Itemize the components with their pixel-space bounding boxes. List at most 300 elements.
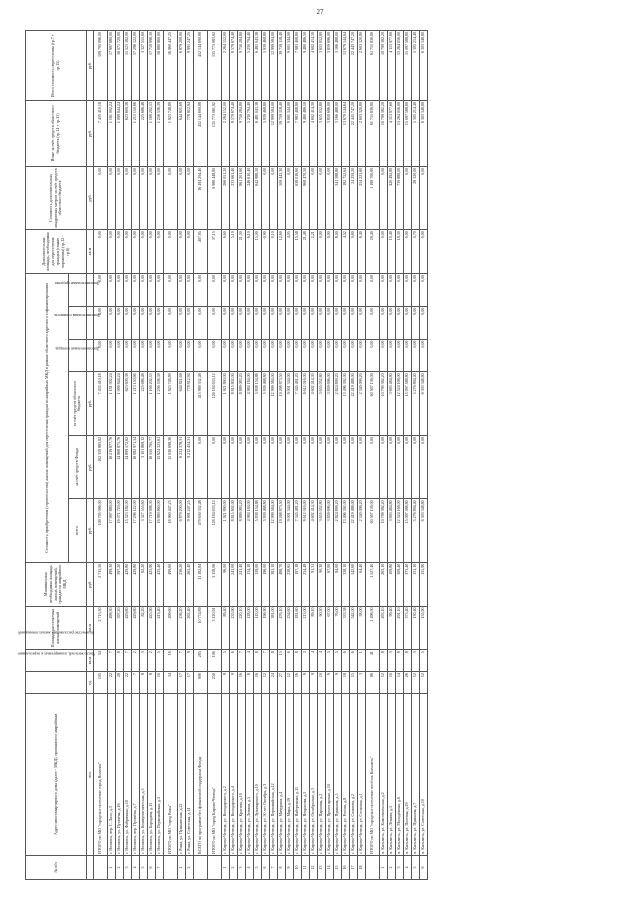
resettlement-table bbox=[17, 30, 428, 880]
value-cell: 0,00 bbox=[262, 435, 270, 498]
value-cell: 778 812,94 bbox=[186, 372, 194, 435]
value-cell: 16 550 795,77 bbox=[148, 435, 156, 498]
value-cell: 0,00 bbox=[326, 230, 334, 274]
address-cell: г. Кирово-Чепецк, ул. 50 лет Октября, д.3 bbox=[262, 694, 270, 856]
address-cell: ИТОГО по МО "городское поселение город Нолинск" bbox=[94, 694, 108, 856]
value-cell: 499,30 bbox=[108, 606, 116, 650]
value-cell: 0,00 bbox=[246, 339, 254, 372]
value-cell: 6,40 bbox=[358, 230, 366, 274]
value-cell: 0,00 bbox=[230, 339, 238, 372]
value-cell: 0,00 bbox=[358, 339, 366, 372]
value-cell: 3 120,91 bbox=[208, 606, 222, 650]
address-cell: г. Кирово-Чепецк, ул. Некрасова, д.5 bbox=[302, 694, 310, 856]
row-number-cell: 10 bbox=[294, 855, 302, 879]
value-cell: 0,00 bbox=[342, 339, 350, 372]
value-cell: 0,00 bbox=[178, 230, 186, 274]
value-cell: 0,00 bbox=[420, 435, 428, 498]
value-cell: 0,00 bbox=[366, 306, 380, 339]
value-cell: 338,10 bbox=[342, 562, 350, 606]
value-cell: 155,90 bbox=[420, 562, 428, 606]
header-col13: Дополнительная стоимость bbox=[68, 306, 86, 339]
value-cell: 0,00 bbox=[238, 273, 246, 306]
value-cell: 0,00 bbox=[254, 339, 262, 372]
value-cell: 16 082 971,34 bbox=[132, 435, 140, 498]
address-cell: г. Нолинск, пер. С. Лазо, д.3 bbox=[108, 694, 116, 856]
table-row bbox=[108, 31, 116, 880]
value-cell: 266 051,20 bbox=[222, 166, 230, 229]
value-cell: 2 603 320,80 bbox=[358, 31, 366, 101]
value-cell: 0,00 bbox=[208, 273, 222, 306]
value-cell: 3 859 696,00 bbox=[326, 31, 334, 101]
value-cell: 4 113 977,60 bbox=[388, 101, 396, 167]
value-cell: 3 859 696,00 bbox=[326, 499, 334, 562]
row-number-cell: 17 bbox=[350, 855, 358, 879]
value-cell: 0,00 bbox=[148, 339, 156, 372]
value-cell: 6 234 378,31 bbox=[178, 435, 186, 498]
value-cell: 17 719 998,30 bbox=[148, 31, 156, 101]
value-cell: 236,20 bbox=[178, 606, 186, 650]
value-cell: 126 184 633,12 bbox=[208, 372, 222, 435]
value-cell: 0,00 bbox=[148, 166, 156, 229]
value-cell: 0,00 bbox=[326, 435, 334, 498]
table-row bbox=[116, 31, 124, 880]
value-cell: 5 bbox=[222, 650, 230, 672]
value-cell: 0,00 bbox=[318, 230, 326, 274]
value-cell: 0,00 bbox=[148, 306, 156, 339]
value-cell: 429,80 bbox=[132, 606, 140, 650]
value-cell: 0,00 bbox=[380, 339, 388, 372]
header-add-cost: Стоимость дополнительных квадратных метров за счёт средств областного бюджета bbox=[26, 166, 87, 229]
value-cell: 0,00 bbox=[124, 273, 132, 306]
value-cell: 0,00 bbox=[294, 339, 302, 372]
value-cell: 102 359 885,82 bbox=[94, 435, 108, 498]
value-cell: 0,00 bbox=[262, 339, 270, 372]
value-cell: 0,00 bbox=[342, 273, 350, 306]
value-cell: 1 923 748,89 bbox=[164, 372, 178, 435]
value-cell: 0,00 bbox=[124, 306, 132, 339]
value-cell: 12 bbox=[286, 672, 294, 694]
value-cell: 13 496 392,00 bbox=[342, 372, 350, 435]
address-cell: г. Рижа, ул. Пушкинская, д.22 bbox=[178, 694, 186, 856]
row-number-cell: 8 bbox=[278, 855, 286, 879]
value-cell: 7 345 481,20 bbox=[294, 499, 302, 562]
value-cell: 397,20 bbox=[116, 606, 124, 650]
value-cell: 5 939 468,80 bbox=[262, 372, 270, 435]
value-cell: 5 bbox=[326, 650, 334, 672]
value-cell: 0,00 bbox=[380, 166, 388, 229]
value-cell: 13 496 392,00 bbox=[342, 499, 350, 562]
value-cell: 4 984 184,00 bbox=[246, 372, 254, 435]
value-cell: 0,00 bbox=[164, 273, 178, 306]
value-cell: 11 182,84 bbox=[194, 562, 208, 606]
value-cell: 182 752,64 bbox=[342, 166, 350, 229]
value-cell: 3 bbox=[358, 672, 366, 694]
address-cell: г. Кирово-Чепецк, ул. Россия, д.8 bbox=[342, 694, 350, 856]
value-cell: 0,00 bbox=[334, 273, 342, 306]
value-cell: 0,00 bbox=[286, 273, 294, 306]
value-cell: 2 bbox=[132, 650, 140, 672]
value-cell: 4 bbox=[246, 650, 254, 672]
value-cell: 10 774,89 bbox=[194, 606, 208, 650]
value-cell: 130,40 bbox=[412, 606, 420, 650]
value-cell: 0,00 bbox=[420, 273, 428, 306]
value-cell: 5 276 894,40 bbox=[412, 372, 420, 435]
value-cell: 0,00 bbox=[132, 306, 140, 339]
value-cell: 0,00 bbox=[286, 435, 294, 498]
value-cell: 5 bbox=[156, 650, 164, 672]
value-cell: 7 bbox=[124, 650, 132, 672]
value-cell: 90,30 bbox=[318, 562, 326, 606]
value-cell: 7 983 408,80 bbox=[294, 101, 302, 167]
value-cell: 0,00 bbox=[116, 273, 124, 306]
row-number-cell: 4 bbox=[404, 855, 412, 879]
table-row bbox=[230, 31, 238, 880]
table-row bbox=[358, 31, 366, 880]
value-cell: 196,90 bbox=[262, 606, 270, 650]
value-cell: 623 609,38 bbox=[124, 101, 132, 167]
value-cell: 15 097 588,80 bbox=[404, 101, 412, 167]
value-cell: 0,00 bbox=[326, 306, 334, 339]
value-cell: 3 327 555,60 bbox=[140, 31, 148, 101]
value-cell: 0,00 bbox=[208, 435, 222, 498]
value-cell: 0,00 bbox=[116, 306, 124, 339]
address-cell: г. Нолинск, ул. Бородина, д.15 bbox=[148, 694, 156, 856]
value-cell: 8 bbox=[148, 672, 156, 694]
table-row bbox=[310, 31, 318, 880]
value-cell: 9 750 284,80 bbox=[238, 101, 246, 167]
total-row bbox=[194, 31, 208, 880]
unit-cell: руб. bbox=[87, 499, 94, 562]
value-cell: 0,00 bbox=[132, 339, 140, 372]
value-cell: 4 602 414,30 bbox=[310, 101, 318, 167]
value-cell: 16 494 294,40 bbox=[194, 166, 208, 229]
value-cell: 17 bbox=[186, 672, 194, 694]
value-cell: 0,00 bbox=[124, 166, 132, 229]
row-number-cell: 12 bbox=[310, 855, 318, 879]
unit-cell: руб. bbox=[87, 101, 94, 167]
value-cell: 128,00 bbox=[246, 606, 254, 650]
value-cell: 6 303 348,80 bbox=[420, 499, 428, 562]
value-cell: 0,60 bbox=[350, 230, 358, 274]
row-number-cell bbox=[194, 855, 208, 879]
page-number: 27 bbox=[316, 8, 324, 16]
value-cell: 61 755 836,80 bbox=[366, 101, 380, 167]
value-cell: 0,00 bbox=[420, 306, 428, 339]
value-cell: 3 859 696,00 bbox=[326, 372, 334, 435]
value-cell: 15 036 698,36 bbox=[164, 435, 178, 498]
value-cell: 213,00 bbox=[302, 606, 310, 650]
value-cell: 12 bbox=[420, 672, 428, 694]
row-number-cell: 1 bbox=[380, 855, 388, 879]
value-cell: 90,30 bbox=[318, 606, 326, 650]
value-cell: 0,00 bbox=[156, 339, 164, 372]
value-cell: 1 213 150,66 bbox=[132, 101, 140, 167]
address-cell: г. Кирово-Чепецк, ул. Набережная, д.11 bbox=[294, 694, 302, 856]
value-cell: 17 997 880,00 bbox=[108, 499, 116, 562]
value-cell: 2 264 152,00 bbox=[222, 101, 230, 167]
value-cell: 413,40 bbox=[156, 606, 164, 650]
table-row bbox=[286, 31, 294, 880]
value-cell: 644 821,69 bbox=[178, 372, 186, 435]
value-cell: 3 101 869,12 bbox=[140, 435, 148, 498]
value-cell: 8 889 083,20 bbox=[238, 499, 246, 562]
value-cell: 3 655 052,80 bbox=[318, 499, 326, 562]
value-cell: 18 bbox=[342, 672, 350, 694]
value-cell: 15 097 588,80 bbox=[404, 31, 412, 101]
value-cell: 0,00 bbox=[412, 339, 420, 372]
value-cell: 126 184 633,12 bbox=[208, 499, 222, 562]
value-cell: 0,00 bbox=[334, 435, 342, 498]
value-cell: 0,00 bbox=[186, 306, 194, 339]
value-cell: 0,00 bbox=[262, 166, 270, 229]
value-cell: 24 259,20 bbox=[350, 166, 358, 229]
value-cell: 16 bbox=[164, 650, 178, 672]
unit-cell: ед. bbox=[87, 672, 94, 694]
header-num: № п/п bbox=[26, 855, 87, 879]
row-number-cell: 2 bbox=[116, 855, 124, 879]
value-cell: 0,00 bbox=[246, 435, 254, 498]
total-row bbox=[208, 31, 222, 880]
value-cell: 246 610,40 bbox=[246, 166, 254, 229]
value-cell: 0,00 bbox=[222, 306, 230, 339]
value-cell: 3 859 696,00 bbox=[326, 101, 334, 167]
value-cell: 0,00 bbox=[412, 435, 420, 498]
value-cell: 0,00 bbox=[350, 306, 358, 339]
header-cost-total: всего bbox=[68, 499, 86, 562]
address-cell: г. Нолинск, ул. Фабричная, д.10 bbox=[124, 694, 132, 856]
value-cell: 5 939 468,80 bbox=[262, 101, 270, 167]
value-cell: 159,00 bbox=[254, 562, 262, 606]
header-address: Адрес многоквартирного дома (далее - МКД), признанного аварийным bbox=[26, 694, 87, 856]
value-cell: 0,00 bbox=[246, 273, 254, 306]
value-cell: 0,00 bbox=[140, 273, 148, 306]
value-cell: 420 492,80 bbox=[388, 166, 396, 229]
value-cell: 5 276 894,40 bbox=[412, 499, 420, 562]
value-cell: 4 602 414,30 bbox=[310, 499, 318, 562]
value-cell: 64,40 bbox=[358, 562, 366, 606]
value-cell: 0,00 bbox=[230, 273, 238, 306]
value-cell: 60 567 136,00 bbox=[366, 372, 380, 435]
value-cell: 22 443 747,20 bbox=[350, 101, 358, 167]
table-body bbox=[94, 31, 428, 880]
value-cell: 13 679 144,64 bbox=[342, 101, 350, 167]
value-cell: 8 612 016,00 bbox=[302, 372, 310, 435]
value-cell: 0,00 bbox=[388, 306, 396, 339]
value-cell: 234,60 bbox=[286, 606, 294, 650]
value-cell: 499,30 bbox=[108, 562, 116, 606]
row-number-cell: 15 bbox=[334, 855, 342, 879]
value-cell: 0,00 bbox=[318, 273, 326, 306]
value-cell: 16 960 447,25 bbox=[164, 31, 178, 101]
value-cell: 60 567 136,00 bbox=[366, 499, 380, 562]
value-cell: 22 419 488,00 bbox=[350, 499, 358, 562]
value-cell: 0,00 bbox=[156, 166, 164, 229]
value-cell: 0,00 bbox=[156, 273, 164, 306]
value-cell: 452 144 690,88 bbox=[194, 101, 208, 167]
value-cell: 143,00 bbox=[254, 606, 262, 650]
value-cell: 778 812,94 bbox=[186, 101, 194, 167]
value-cell: 9 001 344,00 bbox=[286, 101, 294, 167]
value-cell: 0,00 bbox=[404, 306, 412, 339]
units-row bbox=[87, 31, 94, 880]
value-cell: 27 bbox=[278, 672, 286, 694]
row-number-cell: 3 bbox=[238, 855, 246, 879]
value-cell: 8 889 083,20 bbox=[238, 372, 246, 435]
value-cell: 7 bbox=[238, 650, 246, 672]
value-cell: 1 498,50 bbox=[366, 606, 380, 650]
value-cell: 5,10 bbox=[230, 230, 238, 274]
value-cell: 0,00 bbox=[116, 230, 124, 274]
value-cell: 3 693 484,80 bbox=[388, 499, 396, 562]
value-cell: 0,00 bbox=[318, 306, 326, 339]
value-cell: 1 921 890,00 bbox=[222, 372, 230, 435]
value-cell: 241,40 bbox=[238, 562, 246, 606]
header-col12: Дополнительная площадь bbox=[68, 339, 86, 372]
value-cell: 6 bbox=[230, 650, 238, 672]
total-row bbox=[94, 31, 108, 880]
address-cell: г. Нолинск, ул. Пугачёва, д.16 bbox=[116, 694, 124, 856]
value-cell: 0,10 bbox=[270, 230, 278, 274]
value-cell: 22 bbox=[124, 672, 132, 694]
value-cell: 638 016,60 bbox=[294, 166, 302, 229]
value-cell: 0,00 bbox=[326, 339, 334, 372]
value-cell: 3 693 484,80 bbox=[388, 372, 396, 435]
value-cell: 6 879 200,00 bbox=[178, 499, 186, 562]
value-cell: 479 630 352,48 bbox=[194, 499, 208, 562]
value-cell: 0,00 bbox=[334, 306, 342, 339]
value-cell: 5 305 214,40 bbox=[412, 101, 420, 167]
value-cell: 28 bbox=[116, 672, 124, 694]
value-cell: 17 997 880,00 bbox=[108, 31, 116, 101]
value-cell: 644 821,69 bbox=[178, 101, 186, 167]
value-cell: 868 470,50 bbox=[302, 166, 310, 229]
value-cell: 22 443 747,20 bbox=[350, 31, 358, 101]
value-cell: 0,00 bbox=[254, 273, 262, 306]
value-cell: 429,80 bbox=[124, 562, 132, 606]
value-cell: 17 296 122,00 bbox=[132, 499, 140, 562]
value-cell: 82,20 bbox=[140, 606, 148, 650]
table-row bbox=[186, 31, 194, 880]
value-cell: 0,00 bbox=[116, 166, 124, 229]
value-cell: 5 838 154,88 bbox=[254, 372, 262, 435]
address-cell: г. Кирово-Чепецк, ул. Мичурина, д.4 bbox=[278, 694, 286, 856]
value-cell: 1 256 536,39 bbox=[156, 101, 164, 167]
value-cell: 5 838 154,88 bbox=[254, 499, 262, 562]
value-cell: 0,00 bbox=[342, 306, 350, 339]
value-cell: 0,00 bbox=[286, 166, 294, 229]
value-cell: 0,00 bbox=[164, 166, 178, 229]
value-cell: 415 989 332,48 bbox=[194, 372, 208, 435]
value-cell: 8 815 802,00 bbox=[230, 499, 238, 562]
value-cell: 6,60 bbox=[222, 230, 230, 274]
value-cell: 263,40 bbox=[186, 562, 194, 606]
value-cell: 542,00 bbox=[350, 606, 358, 650]
value-cell: 15 523 182,00 bbox=[124, 31, 132, 101]
unit-cell: руб. bbox=[87, 372, 94, 435]
value-cell: 6 bbox=[342, 650, 350, 672]
value-cell: 7 983 408,80 bbox=[294, 31, 302, 101]
value-cell: 0,00 bbox=[388, 435, 396, 498]
value-cell: 0,00 bbox=[270, 339, 278, 372]
value-cell: 263,10 bbox=[380, 562, 388, 606]
value-cell: 425,90 bbox=[148, 562, 156, 606]
value-cell: 67,00 bbox=[326, 606, 334, 650]
value-cell: 425,90 bbox=[148, 606, 156, 650]
value-cell: 0,00 bbox=[380, 306, 388, 339]
value-cell: 4 113 977,60 bbox=[388, 31, 396, 101]
value-cell: 3 166 488,00 bbox=[334, 101, 342, 167]
table-row bbox=[412, 31, 420, 880]
value-cell: 13 264 056,00 bbox=[396, 101, 404, 167]
value-cell: 235,90 bbox=[230, 606, 238, 650]
address-cell: ВСЕГО по программе без финансовой поддержки Фонда bbox=[194, 694, 208, 856]
address-cell: ИТОГО по МО "городское поселение посёлок Кильмезь" bbox=[366, 694, 380, 856]
value-cell: 0,00 bbox=[222, 339, 230, 372]
table-row bbox=[278, 31, 286, 880]
value-cell: 5 939 468,80 bbox=[262, 31, 270, 101]
value-cell: 5 bbox=[420, 650, 428, 672]
value-cell: 0,00 bbox=[270, 166, 278, 229]
value-cell: 99,40 bbox=[388, 606, 396, 650]
value-cell: 4,05 bbox=[286, 230, 294, 274]
value-cell: 9 480 486,50 bbox=[302, 101, 310, 167]
value-cell: 16 880 860,00 bbox=[156, 499, 164, 562]
header-people: Число жителей, планируемых к переселению bbox=[26, 672, 87, 694]
value-cell: 26 bbox=[404, 672, 412, 694]
value-cell: 233 661,40 bbox=[230, 166, 238, 229]
value-cell: 131,10 bbox=[412, 562, 420, 606]
unit-cell: руб. bbox=[87, 31, 94, 101]
table-row bbox=[342, 31, 350, 880]
value-cell: 135 773 081,92 bbox=[208, 31, 222, 101]
value-cell: 67,00 bbox=[326, 562, 334, 606]
row-number-cell: 13 bbox=[318, 855, 326, 879]
value-cell: 0,00 bbox=[302, 306, 310, 339]
value-cell: 1 256 536,39 bbox=[156, 372, 164, 435]
value-cell: 1 bbox=[358, 650, 366, 672]
row-number-cell: 14 bbox=[326, 855, 334, 879]
rotated-table-container bbox=[17, 30, 615, 880]
address-cell: п. Кильмезь, ул. Ленина, д.5 bbox=[388, 694, 396, 856]
value-cell: 109 795 096,00 bbox=[94, 31, 108, 101]
value-cell: 8 bbox=[254, 650, 262, 672]
value-cell: 58,00 bbox=[358, 606, 366, 650]
value-cell: 642 888,50 bbox=[254, 166, 262, 229]
value-cell: 9 212 434,31 bbox=[186, 435, 194, 498]
value-cell: 196,00 bbox=[262, 562, 270, 606]
value-cell: 10 bbox=[388, 672, 396, 694]
row-number-cell: 6 bbox=[262, 855, 270, 879]
value-cell: 0,00 bbox=[404, 273, 412, 306]
value-cell: 15,00 bbox=[254, 230, 262, 274]
value-cell: 0,00 bbox=[380, 230, 388, 274]
value-cell: 135 773 081,92 bbox=[208, 101, 222, 167]
value-cell: 0,00 bbox=[396, 435, 404, 498]
value-cell: 0,00 bbox=[294, 435, 302, 498]
row-number-cell: 5 bbox=[254, 855, 262, 879]
unit-cell: руб. bbox=[87, 435, 94, 498]
address-cell: г. Кирово-Чепецк, ул. Сосновая, д.1 bbox=[358, 694, 366, 856]
value-cell: 15,58 bbox=[294, 230, 302, 274]
value-cell: 8 bbox=[116, 650, 124, 672]
value-cell: 2 bbox=[148, 650, 156, 672]
value-cell: 0,00 bbox=[194, 339, 208, 372]
value-cell: 0,00 bbox=[350, 435, 358, 498]
row-number-cell: 3 bbox=[396, 855, 404, 879]
value-cell: 429,80 bbox=[124, 606, 132, 650]
value-cell: 13 679 144,64 bbox=[342, 31, 350, 101]
value-cell: 15 bbox=[350, 672, 358, 694]
